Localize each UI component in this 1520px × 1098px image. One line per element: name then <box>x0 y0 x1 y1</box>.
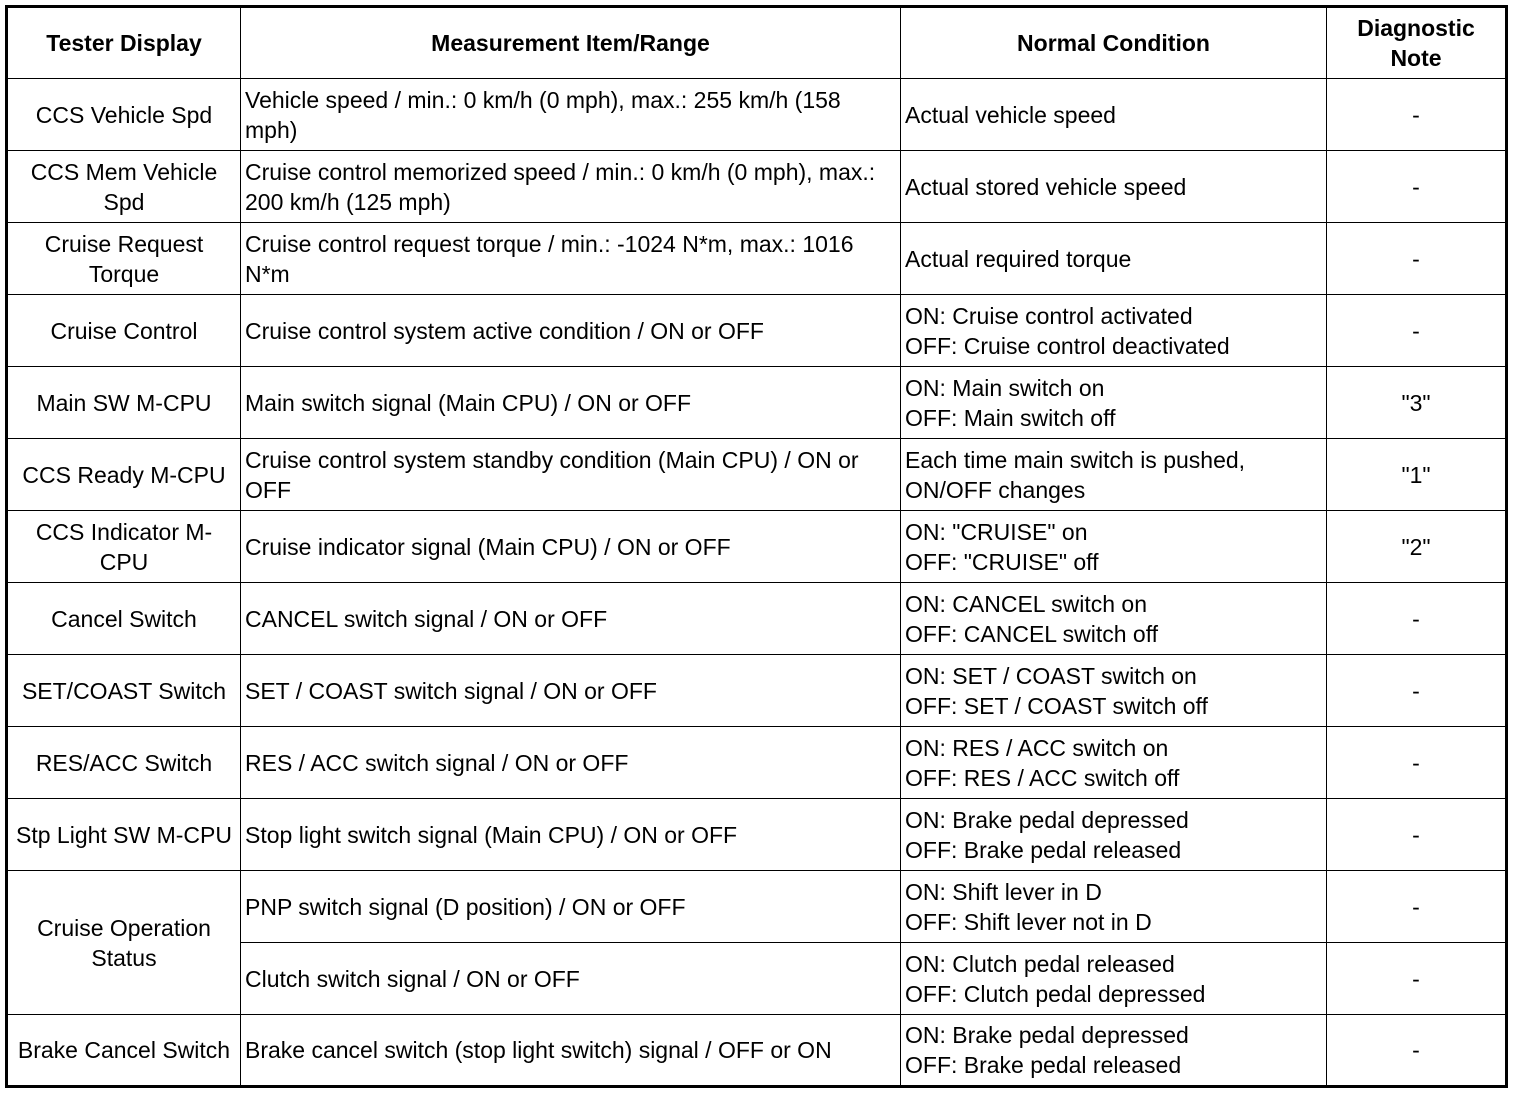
diagnostic-note-cell: - <box>1327 727 1507 799</box>
diagnostic-note-cell: - <box>1327 295 1507 367</box>
measurement-cell: Cruise control system standby condition (Main CPU) / ON or OFF <box>241 439 901 511</box>
table-row <box>7 295 1507 367</box>
table-row <box>7 583 1507 655</box>
tester-display-cell: CCS Indicator M-CPU <box>7 511 241 583</box>
header-row <box>7 7 1507 79</box>
diagnostic-note-cell: "1" <box>1327 439 1507 511</box>
measurement-cell: Vehicle speed / min.: 0 km/h (0 mph), max.: 255 km/h (158 mph) <box>241 79 901 151</box>
table-row <box>7 1015 1507 1087</box>
normal-condition-line: OFF: CANCEL switch off <box>905 620 1159 647</box>
tester-display-cell: Main SW M-CPU <box>7 367 241 439</box>
tester-display-cell: Cruise Control <box>7 295 241 367</box>
measurement-cell: Main switch signal (Main CPU) / ON or OFF <box>241 367 901 439</box>
tester-display-cell: Brake Cancel Switch <box>7 1015 241 1087</box>
tester-display-cell: SET/COAST Switch <box>7 655 241 727</box>
diagnostic-note-cell: - <box>1327 943 1507 1015</box>
normal-condition-line: ON: Brake pedal depressed <box>905 1022 1189 1048</box>
normal-condition-line: ON: RES / ACC switch on <box>905 734 1169 761</box>
normal-condition-cell <box>901 583 1327 655</box>
measurement-cell: RES / ACC switch signal / ON or OFF <box>241 727 901 799</box>
tester-display-cell: CCS Ready M-CPU <box>7 439 241 511</box>
measurement-cell: Cruise indicator signal (Main CPU) / ON or OFF <box>241 511 901 583</box>
normal-condition-cell <box>901 655 1327 727</box>
normal-condition-cell <box>901 727 1327 799</box>
data-table <box>5 5 1508 1088</box>
diagnostic-note-cell: - <box>1327 655 1507 727</box>
normal-condition-line: OFF: Shift lever not in D <box>905 908 1152 935</box>
header-measurement-item: Measurement Item/Range <box>241 7 901 79</box>
normal-condition-line: ON: Clutch pedal released <box>905 950 1175 977</box>
normal-condition-line: ON: Brake pedal depressed <box>905 806 1189 833</box>
measurement-cell: Brake cancel switch (stop light switch) signal / OFF or ON <box>241 1015 901 1087</box>
measurement-cell: Cruise control system active condition / ON or OFF <box>241 295 901 367</box>
normal-condition-line: Actual required torque <box>905 245 1132 272</box>
table-row <box>7 79 1507 151</box>
normal-condition-line: OFF: Cruise control deactivated <box>905 332 1230 359</box>
header-diagnostic-note: Diagnostic Note <box>1327 7 1507 79</box>
diagnostic-note-cell: - <box>1327 871 1507 943</box>
normal-condition-line: Actual vehicle speed <box>905 101 1116 128</box>
table-row <box>7 151 1507 223</box>
normal-condition-line: ON: Shift lever in D <box>905 878 1102 905</box>
diagnostic-note-cell: - <box>1327 799 1507 871</box>
normal-condition-line: OFF: SET / COAST switch off <box>905 692 1208 719</box>
measurement-cell: SET / COAST switch signal / ON or OFF <box>241 655 901 727</box>
normal-condition-cell <box>901 871 1327 943</box>
normal-condition-line: OFF: Clutch pedal depressed <box>905 980 1206 1007</box>
normal-condition-line: ON: Cruise control activated <box>905 302 1193 329</box>
table-row <box>7 223 1507 295</box>
table-row <box>7 799 1507 871</box>
normal-condition-line: Actual stored vehicle speed <box>905 173 1187 200</box>
measurement-cell: CANCEL switch signal / ON or OFF <box>241 583 901 655</box>
diagnostic-note-cell: - <box>1327 1015 1507 1087</box>
normal-condition-cell <box>901 367 1327 439</box>
diagnostic-note-cell: "3" <box>1327 367 1507 439</box>
normal-condition-line: OFF: "CRUISE" off <box>905 548 1099 575</box>
normal-condition-line: OFF: RES / ACC switch off <box>905 764 1180 791</box>
diagnostic-note-cell: - <box>1327 79 1507 151</box>
normal-condition-line: OFF: Brake pedal released <box>905 836 1182 863</box>
normal-condition-cell <box>901 943 1327 1015</box>
normal-condition-cell <box>901 79 1327 151</box>
normal-condition-line: ON: Main switch on <box>905 374 1105 401</box>
normal-condition-line: ON: CANCEL switch on <box>905 590 1147 617</box>
table-row <box>7 655 1507 727</box>
tester-display-cell: CCS Mem Vehicle Spd <box>7 151 241 223</box>
normal-condition-line: OFF: Main switch off <box>905 404 1116 431</box>
diagnostic-note-cell: - <box>1327 223 1507 295</box>
tester-display-cell: RES/ACC Switch <box>7 727 241 799</box>
normal-condition-cell <box>901 799 1327 871</box>
table-row <box>7 871 1507 943</box>
normal-condition-cell <box>901 223 1327 295</box>
measurement-cell: Cruise control request torque / min.: -1024 N*m, max.: 1016 N*m <box>241 223 901 295</box>
tester-display-cell: Cancel Switch <box>7 583 241 655</box>
normal-condition-line: OFF: Brake pedal released <box>905 1052 1182 1078</box>
table-row <box>7 367 1507 439</box>
tester-display-cell: Cruise Request Torque <box>7 223 241 295</box>
normal-condition-cell <box>901 151 1327 223</box>
tester-display-cell: Cruise Operation Status <box>7 871 241 1015</box>
normal-condition-cell <box>901 1015 1327 1087</box>
normal-condition-cell <box>901 439 1327 511</box>
normal-condition-line: ON: "CRUISE" on <box>905 518 1088 545</box>
normal-condition-line: Each time main switch is pushed, <box>905 446 1246 473</box>
diagnostic-note-cell: "2" <box>1327 511 1507 583</box>
diagnostic-note-cell: - <box>1327 583 1507 655</box>
normal-condition-cell <box>901 295 1327 367</box>
normal-condition-line: ON: SET / COAST switch on <box>905 662 1197 689</box>
measurement-cell: Cruise control memorized speed / min.: 0 km/h (0 mph), max.: 200 km/h (125 mph) <box>241 151 901 223</box>
table-row <box>7 511 1507 583</box>
tester-display-cell: Stp Light SW M-CPU <box>7 799 241 871</box>
normal-condition-cell <box>901 511 1327 583</box>
diagnostic-note-cell: - <box>1327 151 1507 223</box>
header-tester-display: Tester Display <box>7 7 241 79</box>
measurement-cell: Stop light switch signal (Main CPU) / ON or OFF <box>241 799 901 871</box>
normal-condition-line: ON/OFF changes <box>905 476 1086 503</box>
table-row <box>7 727 1507 799</box>
table-row <box>7 439 1507 511</box>
tester-display-cell: CCS Vehicle Spd <box>7 79 241 151</box>
measurement-cell: PNP switch signal (D position) / ON or OFF <box>241 871 901 943</box>
measurement-cell: Clutch switch signal / ON or OFF <box>241 943 901 1015</box>
header-normal-condition: Normal Condition <box>901 7 1327 79</box>
